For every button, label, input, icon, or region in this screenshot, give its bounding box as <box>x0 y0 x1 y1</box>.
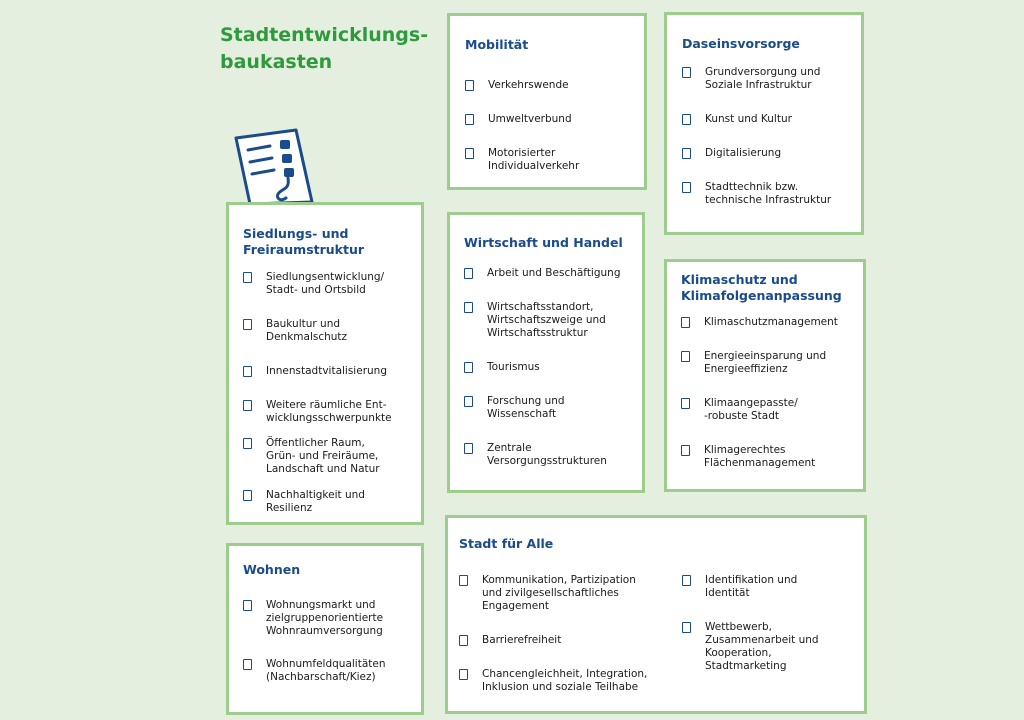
checkbox-icon <box>681 445 690 456</box>
checkbox-icon <box>681 351 690 362</box>
checkbox-icon <box>682 67 691 78</box>
checkbox-icon <box>243 600 252 611</box>
list-item: Zentrale Versorgungsstrukturen <box>464 442 644 468</box>
list-item: Wirtschaftsstandort, Wirtschaftszweige und Wirtschaftsstruktur <box>464 301 644 340</box>
checkbox-icon <box>459 575 468 586</box>
card-title: Siedlungs- und Freiraumstruktur <box>243 226 365 257</box>
card-title: Daseinsvorsorge <box>682 36 800 51</box>
card-title: Wirtschaft und Handel <box>464 235 623 250</box>
list-column-left <box>459 574 669 694</box>
list-item: Digitalisierung <box>682 147 862 160</box>
card-title: Mobilität <box>465 37 529 52</box>
list-item: Wettbewerb, Zusammenarbeit und Kooperation, Stadtmarketing <box>682 621 862 673</box>
list-item: Umweltverbund <box>465 113 645 126</box>
list-item: Grundversorgung und Soziale Infrastruktur <box>682 66 862 92</box>
checkbox-icon <box>464 443 473 454</box>
card-title: Stadt für Alle <box>459 536 554 551</box>
list-item: Wohnungsmarkt und zielgruppenorientierte Wohnraumversorgung <box>243 599 421 638</box>
list-item: Klimagerechtes Flächenmanagement <box>681 444 863 470</box>
list-item: Stadttechnik bzw. technische Infrastruktur <box>682 181 862 207</box>
checkbox-icon <box>464 268 473 279</box>
checkbox-icon <box>464 396 473 407</box>
checkbox-icon <box>682 575 691 586</box>
list-item: Öffentlicher Raum, Grün- und Freiräume, Landschaft und Natur <box>243 437 421 476</box>
checkbox-icon <box>465 148 474 159</box>
list-item: Baukultur und Denkmalschutz <box>243 318 421 344</box>
card-title: Wohnen <box>243 562 301 577</box>
list-item: Innenstadtvitalisierung <box>243 365 421 378</box>
card-siedlungs-und-freiraumstruktur <box>226 202 424 525</box>
checkbox-icon <box>464 362 473 373</box>
checkbox-icon <box>681 317 690 328</box>
list-item: Kunst und Kultur <box>682 113 862 126</box>
checkbox-icon <box>243 319 252 330</box>
page-title: Stadtentwicklungs- baukasten <box>220 24 429 73</box>
list-item: Identifikation und Identität <box>682 574 862 600</box>
card-mobilitaet <box>447 13 647 190</box>
checklist-document-icon <box>230 128 320 206</box>
list-item: Kommunikation, Partizipation und zivilgesellschaftliches Engagement <box>459 574 669 613</box>
checkbox-icon <box>243 366 252 377</box>
list-item: Barrierefreiheit <box>459 634 669 647</box>
list-item: Klimaschutzmanagement <box>681 316 863 329</box>
card-wirtschaft-und-handel <box>447 212 645 493</box>
checkbox-icon <box>682 148 691 159</box>
card-wohnen <box>226 543 424 715</box>
checkbox-icon <box>681 398 690 409</box>
list-item: Nachhaltigkeit und Resilienz <box>243 489 421 515</box>
card-daseinsvorsorge <box>664 12 864 235</box>
list-column-right <box>682 574 862 673</box>
checkbox-icon <box>243 490 252 501</box>
list-item: Verkehrswende <box>465 79 645 92</box>
list-item: Arbeit und Beschäftigung <box>464 267 644 280</box>
checkbox-icon <box>243 659 252 670</box>
card-klimaschutz-und-klimafolgenanpassung <box>664 259 866 492</box>
checkbox-icon <box>459 669 468 680</box>
list-item: Forschung und Wissenschaft <box>464 395 644 421</box>
checkbox-icon <box>682 622 691 633</box>
list-item: Motorisierter Individualverkehr <box>465 147 645 173</box>
checkbox-icon <box>243 272 252 283</box>
checkbox-icon <box>465 114 474 125</box>
checkbox-icon <box>682 114 691 125</box>
checkbox-icon <box>682 182 691 193</box>
checkbox-icon <box>243 400 252 411</box>
list-item: Chancengleichheit, Integration, Inklusion und soziale Teilhabe <box>459 668 669 694</box>
list-item: Wohnumfeldqualitäten (Nachbarschaft/Kiez) <box>243 658 421 684</box>
card-title: Klimaschutz und Klimafolgenanpassung <box>681 272 842 303</box>
list-item: Siedlungsentwicklung/ Stadt- und Ortsbild <box>243 271 421 297</box>
checkbox-icon <box>459 635 468 646</box>
checkbox-icon <box>243 438 252 449</box>
checkbox-icon <box>464 302 473 313</box>
list-item: Tourismus <box>464 361 644 374</box>
list-item: Weitere räumliche Ent- wicklungsschwerpunkte <box>243 399 421 425</box>
card-stadt-fuer-alle <box>445 515 867 714</box>
checkbox-icon <box>465 80 474 91</box>
list-item: Klimaangepasste/ -robuste Stadt <box>681 397 863 423</box>
list-item: Energieeinsparung und Energieeffizienz <box>681 350 863 376</box>
